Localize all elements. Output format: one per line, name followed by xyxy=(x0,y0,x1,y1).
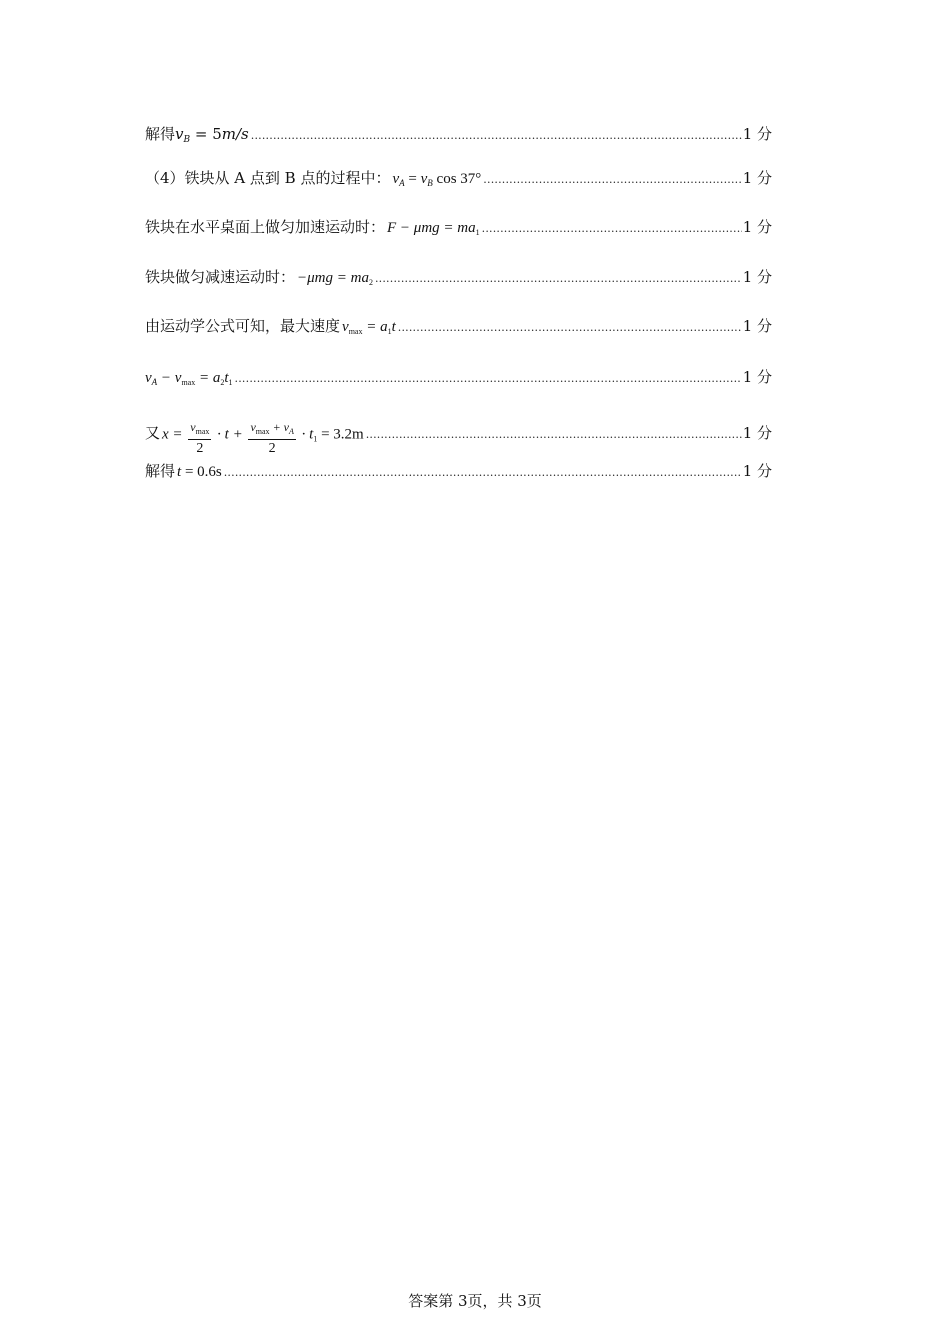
score-label: 1 分 xyxy=(742,218,772,236)
formula-distance: x = $\frac{v_{max}}{2}$ · t + $\frac{v_{max} + v_A}{2}$ · $t_1 = 3.2m$ xyxy=(162,420,364,456)
formula-va-cos: $v_A = v_B$ cos 37° xyxy=(392,171,482,188)
line-label: 又 xyxy=(145,424,161,443)
answer-line-solve-vb xyxy=(145,124,772,150)
formula-decel: $-\mu mg = ma_2$ xyxy=(297,270,373,287)
answer-line-part4-va xyxy=(145,168,772,193)
dot-leader xyxy=(398,318,742,338)
line-label: 由运动学公式可知，最大速度 xyxy=(145,317,341,335)
score-label: 1 分 xyxy=(742,368,772,386)
line-label: 铁块做匀减速运动时： xyxy=(145,268,296,286)
answer-line-solve-t xyxy=(145,461,772,483)
answer-line-vmax xyxy=(145,316,772,342)
answer-line-distance xyxy=(145,416,772,454)
score-label: 1 分 xyxy=(742,169,772,187)
dot-leader xyxy=(366,425,742,445)
score-label: 1 分 xyxy=(742,268,772,286)
dot-leader xyxy=(224,463,742,483)
answer-line-va-vmax xyxy=(145,367,772,393)
score-label: 1 分 xyxy=(742,125,772,143)
page-footer: 答案第 3页，共 3页 xyxy=(408,1292,542,1310)
formula-t: t = 0.6s xyxy=(177,464,222,480)
fraction-vmax-plus-va-over-2: $\frac{v_{max} + v_A}{2}$ xyxy=(250,420,294,456)
formula-va-minus-vmax: $v_A - v_{max} = a_2t_1$ xyxy=(145,370,233,387)
answer-line-accel xyxy=(145,217,772,243)
line-label: 铁块在水平桌面上做匀加速运动时： xyxy=(145,218,386,236)
formula-vmax: $v_{max} = a_1t$ xyxy=(342,319,396,336)
dot-leader xyxy=(482,219,742,239)
score-label: 1 分 xyxy=(742,424,772,443)
formula-accel: $F - \mu mg = ma_1$ xyxy=(387,220,480,237)
dot-leader xyxy=(375,269,742,289)
answer-line-decel xyxy=(145,267,772,293)
dot-leader xyxy=(483,170,741,190)
line-label: （4）铁块从 A 点到 B 点的过程中： xyxy=(145,169,391,187)
line-label: 解得 xyxy=(145,125,176,143)
score-label: 1 分 xyxy=(742,462,772,480)
dot-leader xyxy=(251,126,742,146)
fraction-vmax-over-2: $\frac{v_{max}}{2}$ xyxy=(190,420,210,456)
dot-leader xyxy=(235,369,742,389)
line-label: 解得 xyxy=(145,462,176,480)
score-label: 1 分 xyxy=(742,317,772,335)
formula-vb: $v_B = 5m/s$ xyxy=(175,125,249,145)
